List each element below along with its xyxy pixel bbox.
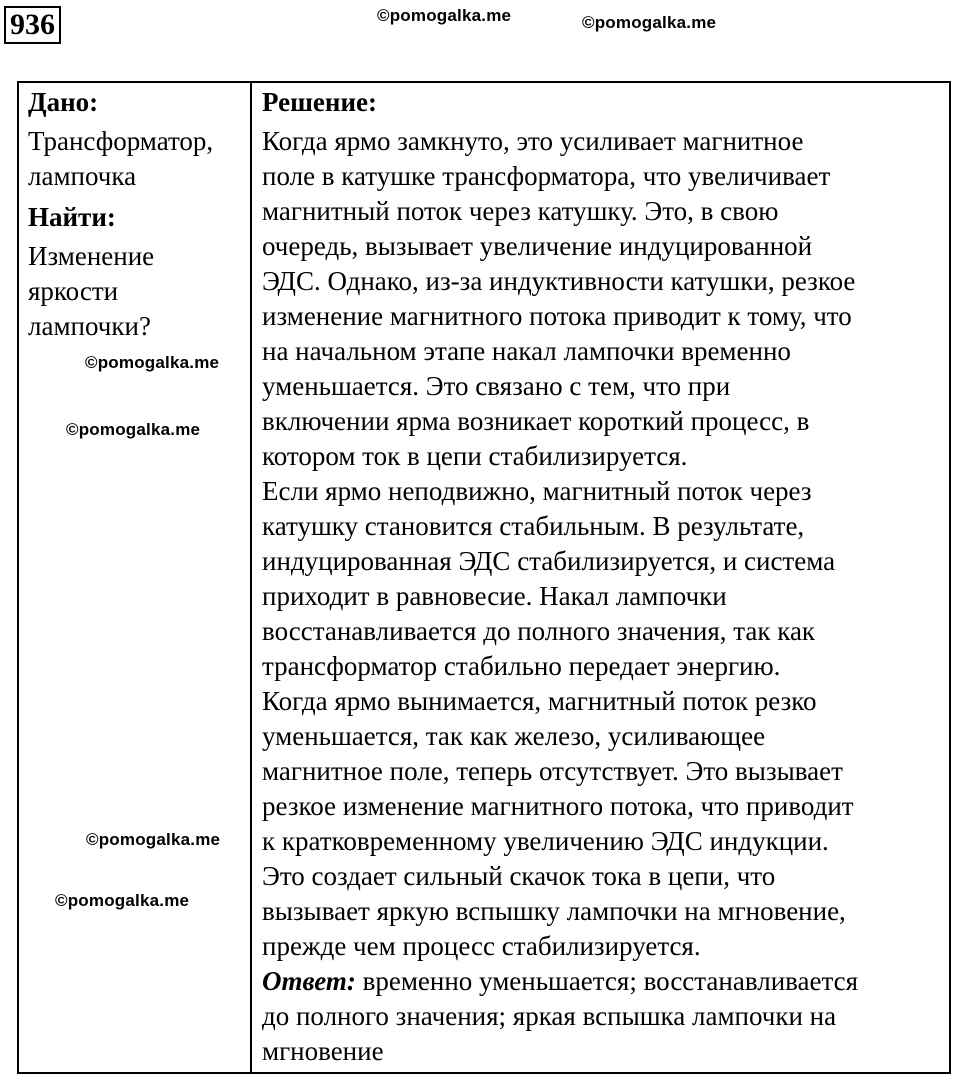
answer-text: временно уменьшается; восстанавливается [355, 966, 859, 996]
solution-line: поле в катушке трансформатора, что увеличивает [262, 161, 831, 191]
column-divider [250, 83, 252, 1072]
solution-line: прежде чем процесс стабилизируется. [262, 931, 701, 961]
solution-line: Когда ярмо замкнуто, это усиливает магнитное [262, 126, 804, 156]
solution-line: магнитное поле, теперь отсутствует. Это вызывает [262, 756, 843, 786]
solution-line: вызывает яркую вспышку лампочки на мгновение, [262, 896, 846, 926]
watermark: ©pomogalka.me [377, 6, 512, 25]
solution-line: к кратковременному увеличению ЭДС индукции. [262, 826, 829, 856]
answer-line [262, 964, 952, 999]
solution-heading: Решение: [262, 87, 377, 117]
given-column [28, 85, 246, 344]
solution-line: Это создает сильный скачок тока в цепи, что [262, 861, 776, 891]
given-line: Трансформатор, [28, 126, 214, 156]
answer-label: Ответ: [262, 966, 356, 996]
watermark: ©pomogalka.me [55, 891, 190, 910]
answer-line: до полного значения; яркая вспышка лампочки на [262, 1001, 837, 1031]
solution-line: Когда ярмо вынимается, магнитный поток резко [262, 686, 817, 716]
find-line: яркости [28, 276, 119, 306]
solution-line: катушку становится стабильным. В результате, [262, 511, 805, 541]
find-heading: Найти: [28, 202, 116, 232]
find-line: лампочки? [28, 311, 151, 341]
solution-table [17, 81, 951, 1074]
solution-line: очередь, вызывает увеличение индуцированной [262, 231, 813, 261]
solution-line: уменьшается, так как железо, усиливающее [262, 721, 766, 751]
given-heading: Дано: [28, 87, 99, 117]
solution-line: ЭДС. Однако, из-за индуктивности катушки, резкое [262, 266, 856, 296]
solution-line: уменьшается. Это связано с тем, что при [262, 371, 731, 401]
watermark: ©pomogalka.me [582, 13, 717, 32]
given-line: лампочка [28, 161, 137, 191]
solution-line: Если ярмо неподвижно, магнитный поток через [262, 476, 812, 506]
solution-line: индуцированная ЭДС стабилизируется, и система [262, 546, 836, 576]
problem-number: 936 [4, 6, 61, 44]
solution-line: магнитный поток через катушку. Это, в свою [262, 196, 779, 226]
solution-line: котором ток в цепи стабилизируется. [262, 441, 688, 471]
watermark: ©pomogalka.me [86, 830, 221, 849]
answer-line: мгновение [262, 1036, 384, 1066]
solution-line: на начальном этапе накал лампочки временно [262, 336, 791, 366]
solution-line: приходит в равновесие. Накал лампочки [262, 581, 727, 611]
solution-line: трансформатор стабильно передает энергию. [262, 651, 781, 681]
watermark: ©pomogalka.me [85, 353, 220, 372]
find-line: Изменение [28, 241, 155, 271]
solution-line: изменение магнитного потока приводит к тому, что [262, 301, 852, 331]
solution-line: восстанавливается до полного значения, так как [262, 616, 816, 646]
solution-column [262, 85, 952, 1069]
watermark: ©pomogalka.me [66, 420, 201, 439]
solution-line: включении ярма возникает короткий процесс, в [262, 406, 810, 436]
solution-line: резкое изменение магнитного потока, что приводит [262, 791, 854, 821]
